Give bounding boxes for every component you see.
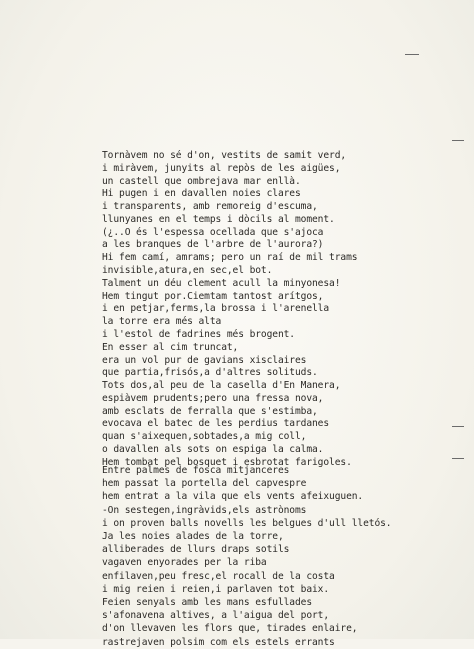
- poem-line: rastrejaven polsim com els estels errants: [102, 636, 335, 648]
- poem-line: quan s'aixequen,sobtades,a mig coll,: [102, 431, 307, 443]
- poem-line: Hi fem camí, amrams; pero un raí de mil trams: [102, 252, 358, 264]
- poem-line: -On sestegen,ingràvids,els astrònoms: [102, 504, 307, 516]
- poem-line: llunyanes en el temps i dòcils al moment.: [102, 213, 335, 225]
- poem-line: o davallen als sots on espiga la calma.: [102, 443, 324, 455]
- poem-line: Hi pugen i en davallen noies clares: [102, 188, 301, 200]
- poem-line: Feien senyals amb les mans esfullades: [102, 597, 313, 609]
- poem-line: a les branques de l'arbre de l'aurora?): [102, 239, 324, 251]
- poem-line: Hem tombat pel bosquet i esbrotat farigoles.: [102, 456, 352, 468]
- poem-line: hem passat la portella del capvespre: [102, 478, 307, 490]
- poem-line: enfilaven,peu fresc,el rocall de la costa: [102, 570, 335, 582]
- poem-line: espiàvem prudents;pero una fressa nova,: [102, 392, 324, 404]
- poem-line: la torre era més alta: [102, 316, 222, 328]
- poem-line: Talment un déu clement acull la minyonesa!: [102, 277, 341, 289]
- poem-line: i transparents, amb remoreig d'escuma,: [102, 201, 318, 213]
- margin-mark-top-right: [405, 54, 419, 55]
- poem-line: hem entrat a la vila que els vents afeixuguen.: [102, 491, 364, 503]
- poem-line: invisible,atura,en sec,el bot.: [102, 265, 273, 277]
- poem-line: En esser al cim truncat,: [102, 341, 239, 353]
- poem-line: que partia,frisós,a d'altres solituds.: [102, 367, 318, 379]
- poem-line: Tornàvem no sé d'on, vestits de samit verd,: [102, 150, 347, 161]
- poem-line: Tots dos,al peu de la casella d'En Manera,: [102, 380, 341, 392]
- poem-line: alliberades de llurs draps sotils: [102, 544, 290, 556]
- poem-line: Hem tingut por.Ciemtam tantost arítgos,: [102, 290, 324, 302]
- poem-line: (¿..O és l'espessa ocellada que s'ajoca: [102, 226, 324, 238]
- poem-line: evocava el batec de les perdius tardanes: [102, 418, 330, 430]
- poem-line: era un vol pur de gavians xisclaires: [102, 354, 307, 366]
- poem-line: i on proven balls novells les belgues d'ull lletós.: [102, 517, 392, 529]
- poem-line: vagaven enyorades per la riba: [102, 557, 267, 569]
- poem-line: Entre palmes de fosca mitjanceres: [102, 465, 290, 476]
- poem-stanza-1: [102, 150, 472, 470]
- poem-line: s'afonavena altives, a l'aigua del port,: [102, 610, 330, 622]
- poem-line: amb esclats de ferralla que s'estimba,: [102, 405, 318, 417]
- poem-line: un castell que ombrejava mar enllà.: [102, 175, 301, 187]
- poem-line: i mig reien i reien,i parlaven tot baix.: [102, 583, 330, 595]
- poem-line: d'on llevaven les flors que, tirades enlaire,: [102, 623, 358, 635]
- poem-line: i en petjar,ferms,la brossa i l'arenella: [102, 303, 330, 315]
- margin-mark-right-upper: [452, 140, 464, 141]
- poem-line: Ja les noies alades de la torre,: [102, 531, 284, 543]
- poem-stanza-2: [102, 464, 472, 649]
- poem-line: i miràvem, junyits al repòs de les aigües,: [102, 162, 341, 174]
- poem-line: i l'estol de fadrines més brogent.: [102, 328, 295, 340]
